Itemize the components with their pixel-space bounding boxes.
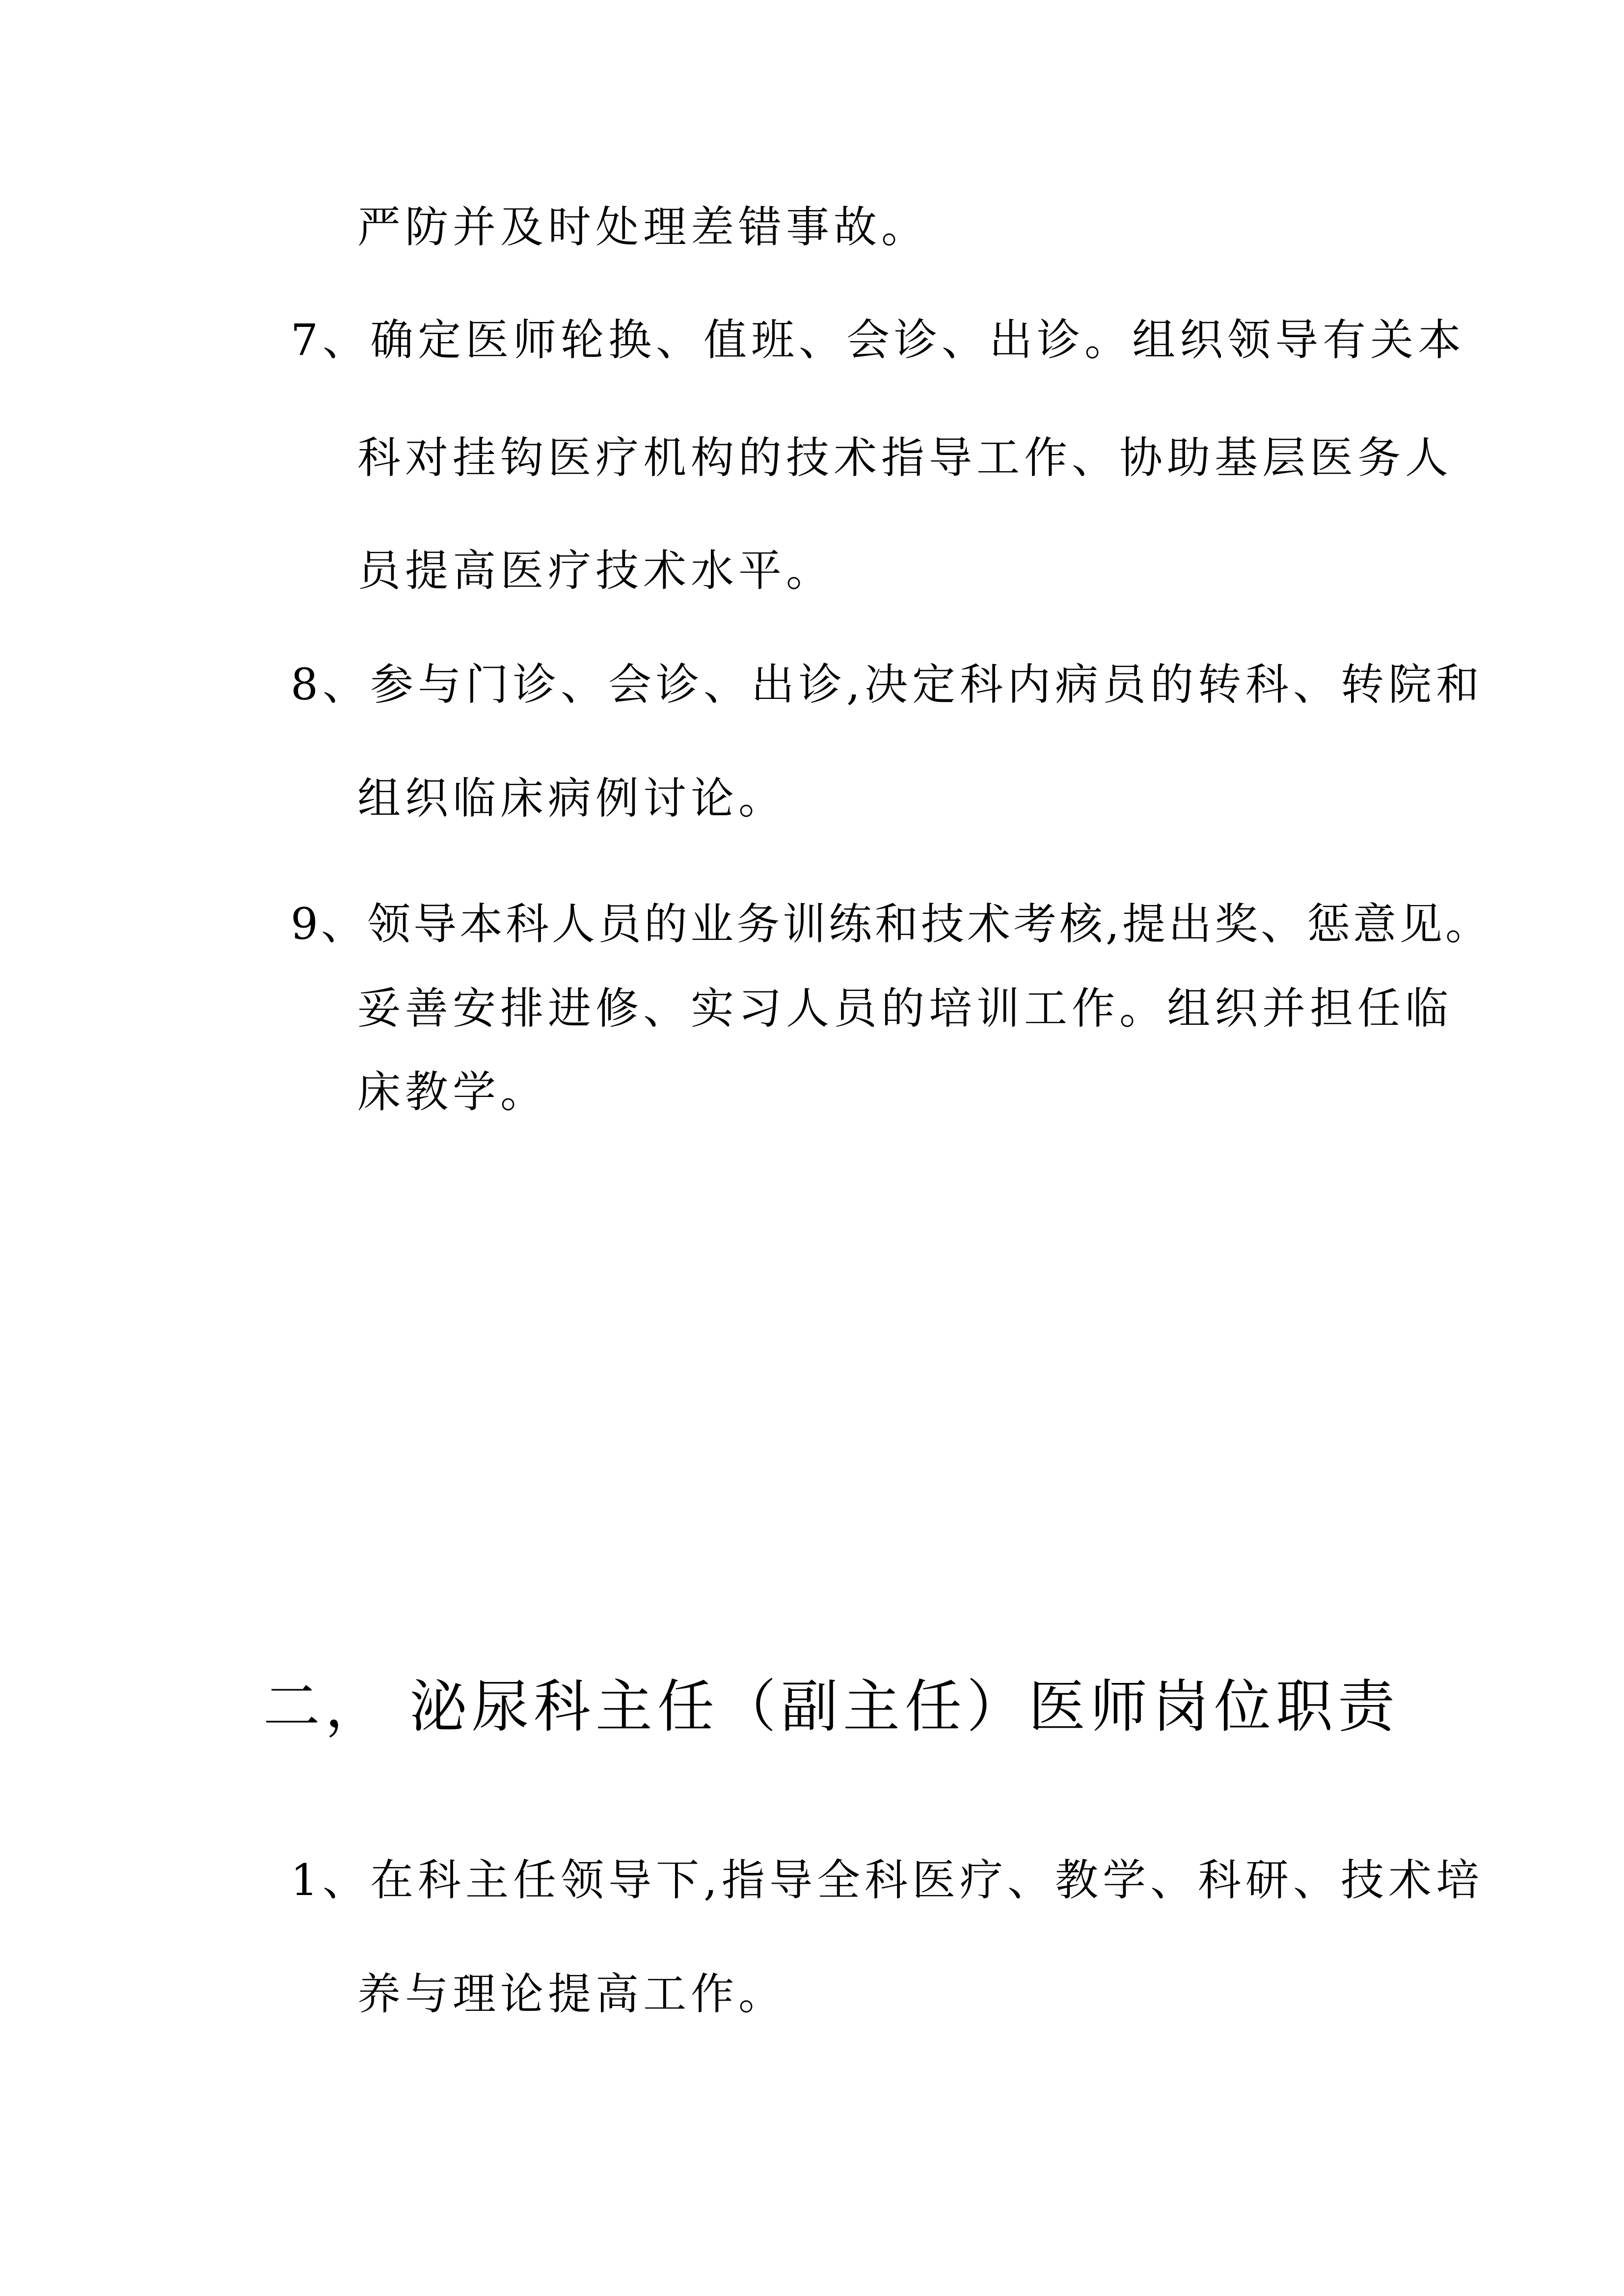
item-8-text-1: 参与门诊、会诊、出诊,决定科内病员的转科、转院和	[370, 659, 1484, 710]
item-7-line-1	[291, 313, 1465, 367]
item-9-line-3: 床教学。	[357, 1067, 548, 1117]
item-9-text-1: 领导本科人员的业务训练和技术考核,提出奖、惩意见。	[367, 899, 1491, 949]
item-8-number: 8、	[291, 659, 370, 710]
item-7-line-3: 员提高医疗技术水平。	[357, 545, 834, 596]
item-9-number: 9、	[291, 899, 367, 949]
item-8-line-2: 组织临床病例讨论。	[357, 773, 786, 824]
item-6-continuation: 严防并及时处理差错事故。	[357, 202, 929, 252]
item-9-line-1	[291, 897, 1491, 951]
section-2-item-1-line-1	[291, 1853, 1484, 1907]
item-7-line-2: 科对挂钩医疗机构的技术指导工作、协助基层医务人	[357, 432, 1453, 483]
item-9-line-2: 妥善安排进修、实习人员的培训工作。组织并担任临	[357, 983, 1453, 1034]
section-2-item-1-number: 1、	[291, 1855, 370, 1905]
item-7-number: 7、	[291, 315, 370, 365]
section-2-item-1-line-2: 养与理论提高工作。	[357, 1969, 786, 2019]
item-8-line-1	[291, 658, 1484, 712]
section-2-heading: 二， 泌尿科主任（副主任）医师岗位职责	[263, 1674, 1400, 1740]
item-7-text-1: 确定医师轮换、值班、会诊、出诊。组织领导有关本	[370, 315, 1466, 365]
section-2-item-1-text-1: 在科主任领导下,指导全科医疗、教学、科研、技术培	[370, 1855, 1484, 1905]
